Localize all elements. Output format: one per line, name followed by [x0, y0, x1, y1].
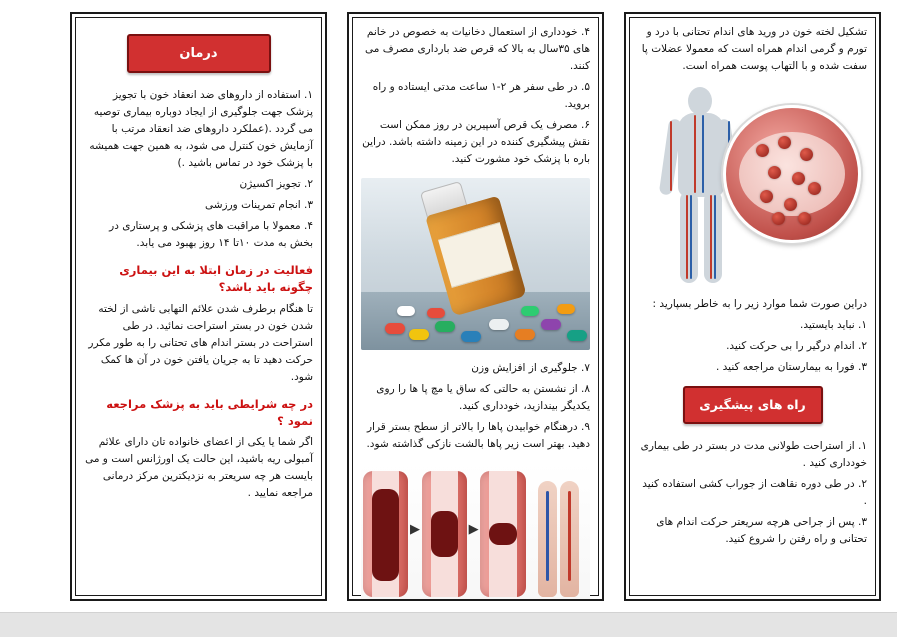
arrow-icon: ▶	[410, 522, 420, 538]
pill-bottle-photo	[361, 178, 590, 350]
leg-vein-clot-diagram	[361, 463, 590, 601]
vessel-partial-clot	[422, 471, 467, 597]
remember-item-1: ۱. نباید بایستید.	[800, 319, 867, 331]
arrow-icon: ▶	[468, 522, 479, 538]
remember-lead: دراین صورت شما موارد زیر را به خاطر بسپارید :	[652, 298, 867, 310]
page-bottom-strip	[0, 612, 897, 637]
brochure-panel-left	[70, 12, 327, 601]
panel-left-content	[84, 34, 313, 502]
activity-heading: فعالیت در زمان ابتلا به این بیماری چگونه باید باشد؟	[119, 263, 313, 295]
prevention-title-ribbon: راه های پیشگیری	[683, 386, 823, 424]
treatment-item-3: ۳. انجام تمرینات ورزشی	[204, 199, 313, 212]
legs-figure	[526, 471, 588, 597]
when-to-see-doctor-heading: در چه شرایطی باید به پزشک مراجعه نمود ؟	[106, 396, 313, 428]
prevention-item-3: ۳. پس از جراحی هرچه سریعتر حرکت اندام های تحتانی و راه رفتن را شروع کنید.	[656, 516, 867, 546]
middle-paragraph-5: ۵. در طی سفر هر ۲-۱ ساعت مدتی ایستاده و راه بروید.	[372, 81, 590, 110]
middle-paragraph-8: ۸. از نشستن به حالتی که ساق یا مچ پا ها را روی یکدیگر بیندازید، خودداری کنید.	[376, 383, 590, 412]
brochure-panel-middle	[347, 12, 604, 601]
vessel-normal	[480, 471, 525, 597]
middle-paragraph-6: ۶. مصرف یک قرص آسپیرین در روز ممکن است نقش پیشگیری کننده در این زمینه داشته باشد. دراین باره با پزشک خود مشورت کنید.	[362, 119, 590, 165]
vessel-cross-section-icon	[723, 105, 861, 243]
middle-paragraph-7: ۷. جلوگیری از افزایش وزن	[471, 362, 590, 374]
treatment-item-1: ۱. استفاده از داروهای ضد انعقاد خون با تجویز پزشک جهت جلوگیری از ایجاد دوباره بیماری توصیه می گردد .(عملکرد داروهای ضد انعقاد مرتب با آزمایش خون کنترل می شود، به همین جهت همیشه با پزشک خود در تماس باشید .)	[89, 89, 313, 170]
remember-item-3: ۳. فورا به بیمارستان مراجعه کنید .	[716, 361, 867, 373]
panel-right-content	[638, 24, 867, 548]
prevention-item-1: ۱. از استراحت طولانی مدت در بستر در طی بیماری خودداری کنید .	[640, 440, 867, 470]
middle-paragraph-4: ۴. خودداری از استعمال دخانیات به خصوص در خانم های ۳۵سال به بالا که قرص ضد بارداری مصرف می کنند.	[365, 26, 590, 72]
panel-middle-content	[361, 24, 590, 601]
treatment-item-4: ۴. معمولا با مراقبت های پزشکی و پرستاری در بخش به مدت ۱۰تا ۱۴ روز بهبود می یابد.	[109, 220, 313, 250]
activity-body: تا هنگام برطرف شدن علائم التهابی ناشی از لخته شدن خون در بستر استراحت نمائید. در طی استراحت در بستر اندام های تحتانی را به طور مکرر حرکت دهید تا به جریان یافتن خون در آن ها کمک شود.	[88, 302, 313, 383]
brochure-panel-right	[624, 12, 881, 601]
intro-paragraph: تشکیل لخته خون در ورید های اندام تحتانی با درد و تورم و گرمی اندام همراه است که معمولا عضلات پا سفت شده و با التهاب پوست همراه است.	[641, 26, 867, 72]
prevention-item-2: ۲. در طی دوره نقاهت از جوراب کشی استفاده کنید .	[642, 478, 867, 508]
when-to-see-doctor-body: اگر شما یا یکی از اعضای خانواده تان دارای علائم آمبولی ریه باشید، این حالت یک اورژانس است و می بایست هر چه سریعتر به نزدیکترین مرکز درمانی مراجعه نمایید .	[85, 436, 313, 500]
middle-paragraph-9: ۹. درهنگام خوابیدن پاها را بالاتر از سطح بستر قرار دهید. بهتر است زیر پاها بالشت نازکی گذاشته شود.	[366, 421, 590, 450]
remember-item-2: ۲. اندام درگیر را بی حرکت کنید.	[726, 340, 867, 352]
treatment-item-2: ۲. تجویز اکسیژن	[239, 178, 313, 191]
vessel-full-clot	[363, 471, 408, 597]
body-circulation-illustration	[638, 81, 867, 286]
treatment-title-ribbon: درمان	[127, 34, 271, 73]
